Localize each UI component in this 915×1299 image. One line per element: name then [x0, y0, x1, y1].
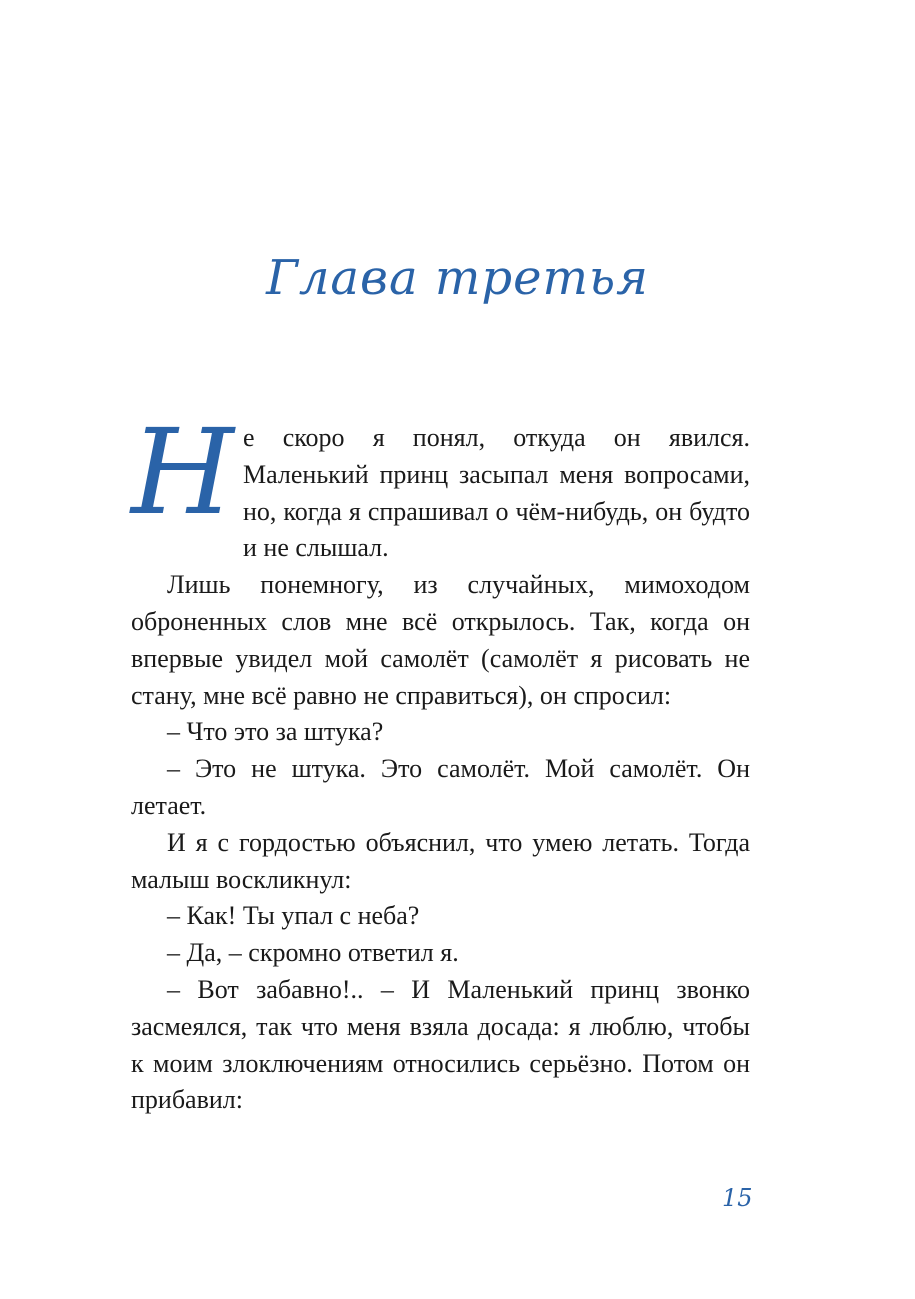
paragraph-2: Лишь понемногу, из случайных, мимоходом оброненных слов мне всё открылось. Так, когда он впервые увидел мой самолёт (самолёт я рисовать не стану, мне всё равно не справиться), он спросил: — [131, 570, 750, 710]
dialogue-line-5: – Вот забавно!.. – И Маленький принц звонко засмеялся, так что меня взяла досада: я люблю, чтобы к моим злоключениям относились серьёзно. Потом он прибавил: — [131, 974, 750, 1115]
dialogue-line-3: – Как! Ты упал с неба? — [167, 901, 420, 931]
dialogue-line-4: – Да, – скромно ответил я. — [167, 938, 459, 968]
chapter-title: Глава третья — [266, 250, 649, 306]
body-text — [131, 403, 750, 1119]
paragraph-5: И я с гордостью объяснил, что умею летать. Тогда малыш воскликнул: — [131, 827, 750, 894]
drop-cap: Н — [131, 403, 234, 541]
dialogue-line-1: – Что это за штука? — [167, 717, 384, 747]
paragraph-1 — [131, 403, 750, 567]
page-number: 15 — [722, 1184, 753, 1212]
paragraph-1-text: е скоро я понял, откуда он явился. Маленький принц засыпал меня вопросами, но, когда я спрашивал о чём-нибудь, он будто и не слышал. — [243, 423, 750, 563]
dialogue-line-2: – Это не штука. Это самолёт. Мой самолёт. Он летает. — [131, 754, 750, 820]
